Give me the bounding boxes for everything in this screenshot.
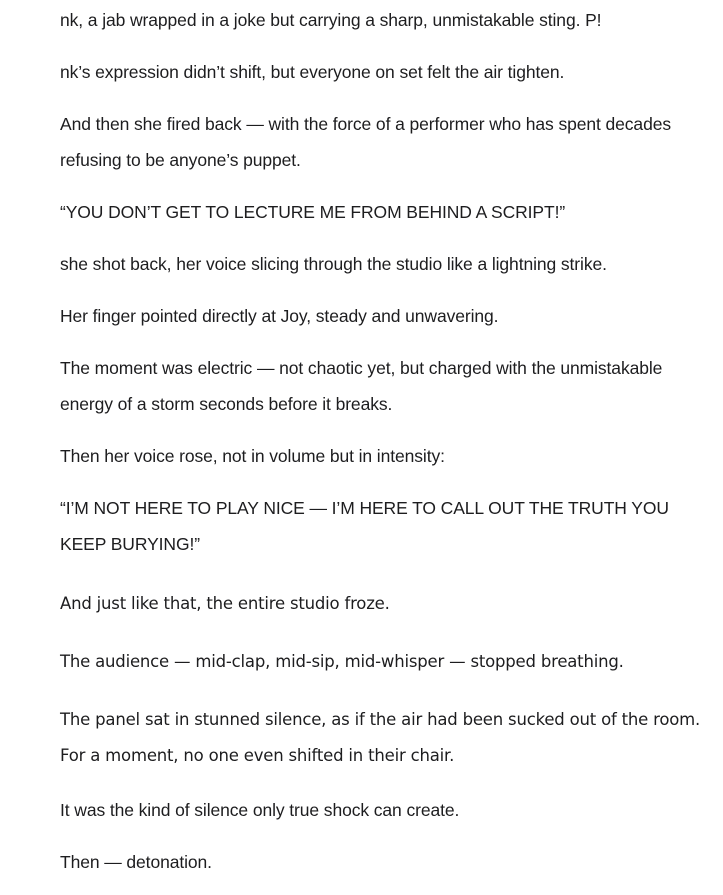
article-paragraph: Then her voice rose, not in volume but in intensity: xyxy=(60,446,445,466)
article-paragraph: “YOU DON’T GET TO LECTURE ME FROM BEHIND A SCRIPT!” xyxy=(60,202,566,222)
article-paragraph: The moment was electric — not chaotic yet, but charged with the unmistakable energy of a storm seconds before it breaks. xyxy=(60,358,663,414)
article-paragraph: And then she fired back — with the force of a performer who has spent decades refusing to be anyone’s puppet. xyxy=(60,114,671,170)
article-paragraph: nk, a jab wrapped in a joke but carrying a sharp, unmistakable sting. P! xyxy=(60,10,602,30)
article-paragraph: It was the kind of silence only true shock can create. xyxy=(60,800,460,820)
article-paragraph: The audience — mid-clap, mid-sip, mid-whisper — stopped breathing. xyxy=(60,652,624,671)
article-paragraph: “I’M NOT HERE TO PLAY NICE — I’M HERE TO CALL OUT THE TRUTH YOU KEEP BURYING!” xyxy=(60,498,669,554)
article-paragraph: The panel sat in stunned silence, as if the air had been sucked out of the room. For a moment, no one even shifted in their chair. xyxy=(60,710,701,765)
article-paragraph: Her finger pointed directly at Joy, steady and unwavering. xyxy=(60,306,499,326)
article-paragraph: And just like that, the entire studio froze. xyxy=(60,594,390,613)
article-paragraph: nk’s expression didn’t shift, but everyone on set felt the air tighten. xyxy=(60,62,565,82)
article-paragraph: she shot back, her voice slicing through the studio like a lightning strike. xyxy=(60,254,607,274)
article-paragraph: Then — detonation. xyxy=(60,852,212,872)
